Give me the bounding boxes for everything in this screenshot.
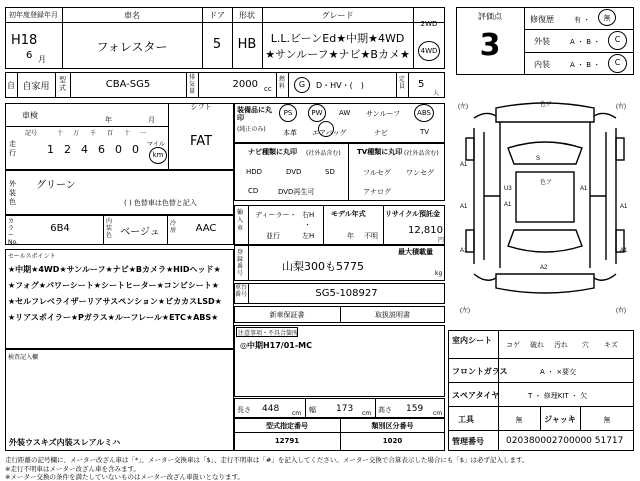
diagram-left-mark: (左)	[458, 104, 468, 110]
width-value: 173	[336, 404, 354, 414]
sales-point-line: ★フォグ★パワーシート★シートヒーター★コンビシート★	[8, 281, 219, 290]
displacement-value: 2000	[232, 79, 258, 90]
length-value: 448	[262, 404, 280, 414]
place-ju-man: 十	[57, 130, 64, 137]
jack-label: ジャッキ	[544, 415, 576, 424]
equip-airbag: エアバッグ	[312, 129, 347, 137]
divider	[276, 72, 277, 98]
import-right: 右H	[302, 211, 315, 219]
mark-a1: A1	[504, 202, 512, 208]
month-unit: 月	[38, 55, 46, 64]
recycle-value: 12,810	[408, 225, 443, 236]
jack-value: 無	[603, 416, 611, 424]
fuel-options: D・HV・( )	[316, 81, 364, 90]
inspection-label: 車検	[22, 111, 38, 120]
class-label: 類別区分番号	[371, 422, 414, 430]
footer-note: ※走行不明車はメーター改ざん車を含みます。	[5, 465, 140, 473]
import-dot: ・	[304, 221, 311, 229]
drive-label: 2WD	[420, 20, 438, 28]
mile-label: マイル	[147, 141, 165, 148]
use-value: 自家用	[22, 82, 50, 92]
divider	[524, 52, 634, 53]
divider	[288, 72, 289, 98]
mileage-digit: 4	[81, 143, 88, 156]
model-value: CBA-SG5	[105, 79, 151, 90]
color-value: グリーン	[36, 180, 76, 191]
payload-unit: kg	[435, 270, 443, 277]
interior-options: A ・ B ・	[570, 61, 601, 69]
color-code-label: カラーNo.	[8, 218, 18, 246]
exterior-label: 外装	[534, 37, 550, 46]
navi-dvd: DVD	[286, 168, 302, 176]
mgmt-value: 020380002700000 51717	[506, 436, 624, 446]
equip-pw: PW	[311, 109, 323, 117]
repair-selected: 無	[603, 14, 611, 22]
color-code-value: 6B4	[50, 223, 70, 234]
import-left: 左H	[302, 232, 315, 240]
inspector-note-title: 検査記入欄	[8, 354, 39, 361]
equip-ps: PS	[283, 109, 293, 117]
mark-a1: A1	[460, 204, 468, 210]
score-value: 3	[479, 28, 501, 63]
mark-s: S	[536, 156, 541, 162]
equip-leather: 本革	[283, 129, 297, 137]
divider	[408, 72, 409, 98]
spare-label: スペアタイヤ	[452, 391, 500, 400]
length-label: 長さ	[237, 406, 251, 414]
navi-hdd: HDD	[246, 168, 263, 176]
tools-value: 無	[515, 416, 523, 424]
navi-title: ナビ種類に丸印	[248, 148, 297, 156]
ac-value: AAC	[195, 223, 217, 234]
width-unit: cm	[362, 410, 372, 417]
seat-kizu: キズ	[604, 341, 618, 349]
seat-koge: コゲ	[506, 341, 520, 349]
divider	[248, 245, 249, 281]
use-label: 自	[7, 81, 15, 90]
seat-yabure: 破れ	[530, 341, 544, 349]
mark-a1: A1	[460, 162, 468, 168]
mark-a1: A1	[620, 248, 628, 254]
header-divider	[5, 22, 445, 23]
chassis-label: 車台番号	[235, 284, 248, 298]
recycle-label: リサイクル預託金	[385, 210, 441, 218]
equip-navi: ナビ	[374, 129, 388, 137]
height-unit: cm	[433, 410, 443, 417]
caution-value: ◎中期H17/01-MC	[240, 341, 313, 350]
sales-point-line: ★セルフレベライザーリアサスペンション★ビカカスLSD★	[8, 297, 222, 306]
divider	[448, 406, 634, 407]
divider	[448, 382, 634, 383]
divider	[186, 72, 187, 98]
equip-sunroof: サンルーフ	[366, 110, 401, 118]
inspector-note-block	[5, 349, 234, 451]
insp-year-label: 年	[105, 116, 112, 124]
import-dealer: ディーラー・	[255, 211, 297, 219]
import-label: 輸入車	[237, 209, 244, 232]
place-man: 万	[73, 130, 80, 137]
mark-color-top: 色ア	[540, 102, 553, 108]
glass-label: フロントガラス	[452, 367, 508, 376]
recycle-unit: 円	[438, 237, 445, 244]
chassis-value: SG5-108927	[315, 288, 378, 299]
mark-a1: A1	[580, 186, 588, 192]
seat-ana: 穴	[582, 341, 589, 349]
mark-color-roof: 色ア	[540, 180, 553, 186]
capacity-label: 定員	[399, 76, 406, 90]
displacement-unit: cc	[264, 85, 272, 93]
shift-label: シフト	[190, 103, 212, 111]
mark-a1: A1	[620, 204, 628, 210]
km-unit: km	[152, 151, 164, 159]
place-ju: 十	[124, 130, 131, 137]
record-label: 記号	[25, 130, 38, 137]
exterior-selected: C	[614, 35, 621, 44]
length-unit: cm	[292, 410, 302, 417]
side-label: 走行	[9, 140, 16, 157]
divider	[524, 29, 634, 30]
shape-value: HB	[237, 37, 257, 52]
exterior-options: A ・ B ・	[570, 38, 601, 46]
color-note: ( ) 色替車は色替と記入	[124, 199, 197, 207]
model-year-unit: 年	[347, 232, 354, 240]
divider	[55, 72, 56, 98]
navi-cd: CD	[248, 187, 259, 195]
sales-point-line: ★中期★4WD★サンルーフ★ナビ★Bカメラ★HIDヘッド★	[8, 265, 221, 274]
type-cert-value: 12791	[274, 437, 300, 445]
diagram-right-mark: (右)	[616, 104, 626, 110]
shape-label: 形状	[239, 11, 255, 20]
interior-color-label: 内装色	[106, 218, 113, 239]
interior-color-value: ベージュ	[120, 227, 160, 238]
repair-options: 有 ・	[574, 16, 591, 24]
reg-year-label: 初年度登録年月	[9, 11, 58, 19]
repair-label: 修復歴	[530, 15, 554, 24]
ac-label: 冷房	[170, 220, 177, 234]
navi-sd: SD	[325, 168, 335, 176]
sales-point-title: セールスポイント	[8, 253, 56, 260]
equipment-subtitle: (純正のみ)	[237, 126, 266, 133]
divider	[5, 126, 168, 127]
class-value: 1020	[382, 437, 403, 445]
navi-sub: (社外品含む)	[306, 150, 341, 157]
navi-dvd-play: DVD再生可	[278, 188, 315, 196]
color-label: 外装色	[9, 180, 16, 206]
place-sen: 千	[90, 130, 97, 137]
fuel-selected: G	[298, 80, 306, 89]
drive-value: 4WD	[420, 47, 438, 55]
tv-fullseg: フルセグ	[363, 169, 391, 177]
payload-label: 最大積載量	[398, 248, 433, 256]
displacement-label: 排気量	[189, 74, 196, 95]
grade-label: グレード	[321, 11, 354, 20]
divider	[413, 7, 414, 69]
divider	[103, 215, 104, 245]
car-damage-diagram	[456, 88, 634, 328]
width-label: 幅	[309, 406, 316, 414]
doors-label: ドア	[209, 11, 225, 20]
model-label: 型式	[59, 76, 66, 92]
divider	[448, 430, 634, 431]
mark-u3: U3	[504, 186, 512, 192]
divider	[305, 398, 306, 418]
type-cert-label: 型式指定番号	[266, 422, 308, 430]
mark-a1: A1	[460, 248, 468, 254]
car-name-label: 車名	[124, 11, 140, 20]
sales-point-line: ★リアスポイラー★Pガラス★ルーフレール★ETC★ABS★	[8, 313, 219, 322]
doors-value: 5	[212, 37, 222, 52]
footer-note: ※メーター交換の条件を満たしていないものはメーター改ざん車扱いとなります。	[5, 473, 244, 481]
caution-label: 注意事項・不具合箇所	[238, 330, 299, 337]
divider	[396, 72, 397, 98]
divider	[348, 143, 349, 201]
divider	[248, 205, 249, 245]
mileage-digit: 6	[98, 143, 105, 156]
interior-selected: C	[614, 58, 621, 67]
footer-note: 走行距離の記号欄に、メーター改ざん車は「*」、メーター交換車は「$」、走行不明車は「#」を記入してください。メーター交換で合算表示した場合にも「$」は必ず記入します。	[5, 456, 529, 464]
spare-value: T ・ 修理KIT ・ 欠	[528, 392, 588, 400]
mileage-digit: 0	[132, 143, 139, 156]
divider	[234, 432, 445, 433]
insp-month-label: 月	[148, 116, 155, 124]
capacity-unit: 人	[433, 90, 440, 97]
divider	[448, 358, 634, 359]
glass-value: A ・ ×要交	[540, 368, 577, 376]
place-hyaku: 百	[107, 130, 114, 137]
equip-tv: TV	[420, 128, 430, 136]
mileage-digit: 1	[47, 143, 54, 156]
new-warranty: 新車保証書	[269, 311, 305, 319]
grade-line1: L.L.ビーンEd★中期★4WD	[270, 32, 405, 45]
era-year: H18	[11, 33, 38, 48]
manual: 取扱説明書	[375, 311, 410, 319]
divider	[383, 205, 384, 245]
shift-value: FAT	[189, 134, 213, 149]
tv-sub: (社外品含む)	[404, 150, 439, 157]
tv-oneseg: ワンセグ	[406, 169, 434, 177]
tools-label: 工具	[458, 415, 474, 424]
diagram-right-mark: (右)	[616, 308, 626, 314]
interior-label: 内装	[534, 60, 550, 69]
reg-month: 6	[26, 50, 33, 61]
capacity-value: 5	[418, 79, 425, 90]
height-value: 159	[406, 404, 424, 414]
mileage-digit: 0	[115, 143, 122, 156]
model-year-label: モデル年式	[331, 210, 366, 218]
plate-value: 山梨300も5775	[282, 260, 364, 273]
model-year-unknown: 不明	[364, 232, 378, 240]
equip-aw: AW	[339, 109, 351, 117]
plate-label: 登録番号	[237, 249, 244, 277]
divider	[323, 205, 324, 245]
tv-analog: アナログ	[363, 188, 391, 196]
height-label: 高さ	[378, 406, 392, 414]
mgmt-label: 管理番号	[452, 437, 484, 446]
inspector-note-value: 外装ウスキズ内装スレアルミハ	[9, 438, 121, 447]
equipment-title: 装備品に丸印	[237, 106, 272, 122]
mark-a2: A2	[540, 265, 548, 271]
equip-abs: ABS	[417, 109, 431, 117]
seat-yogore: 汚れ	[554, 341, 568, 349]
divider	[375, 398, 376, 418]
score-label: 評価点	[478, 12, 502, 21]
divider	[167, 215, 168, 245]
place-ichi: 一	[140, 130, 147, 137]
import-parallel: 並行	[266, 232, 280, 240]
divider	[524, 7, 525, 75]
tv-title: TV種類に丸印	[357, 148, 403, 156]
seat-label: 室内シート	[452, 336, 492, 345]
mileage-digit: 2	[64, 143, 71, 156]
fuel-label: 燃料	[279, 76, 286, 90]
car-name: フォレスター	[96, 40, 168, 54]
grade-line2: ★サンルーフ★ナビ★Bカメ★	[265, 48, 410, 61]
diagram-left-mark: (左)	[460, 308, 470, 314]
